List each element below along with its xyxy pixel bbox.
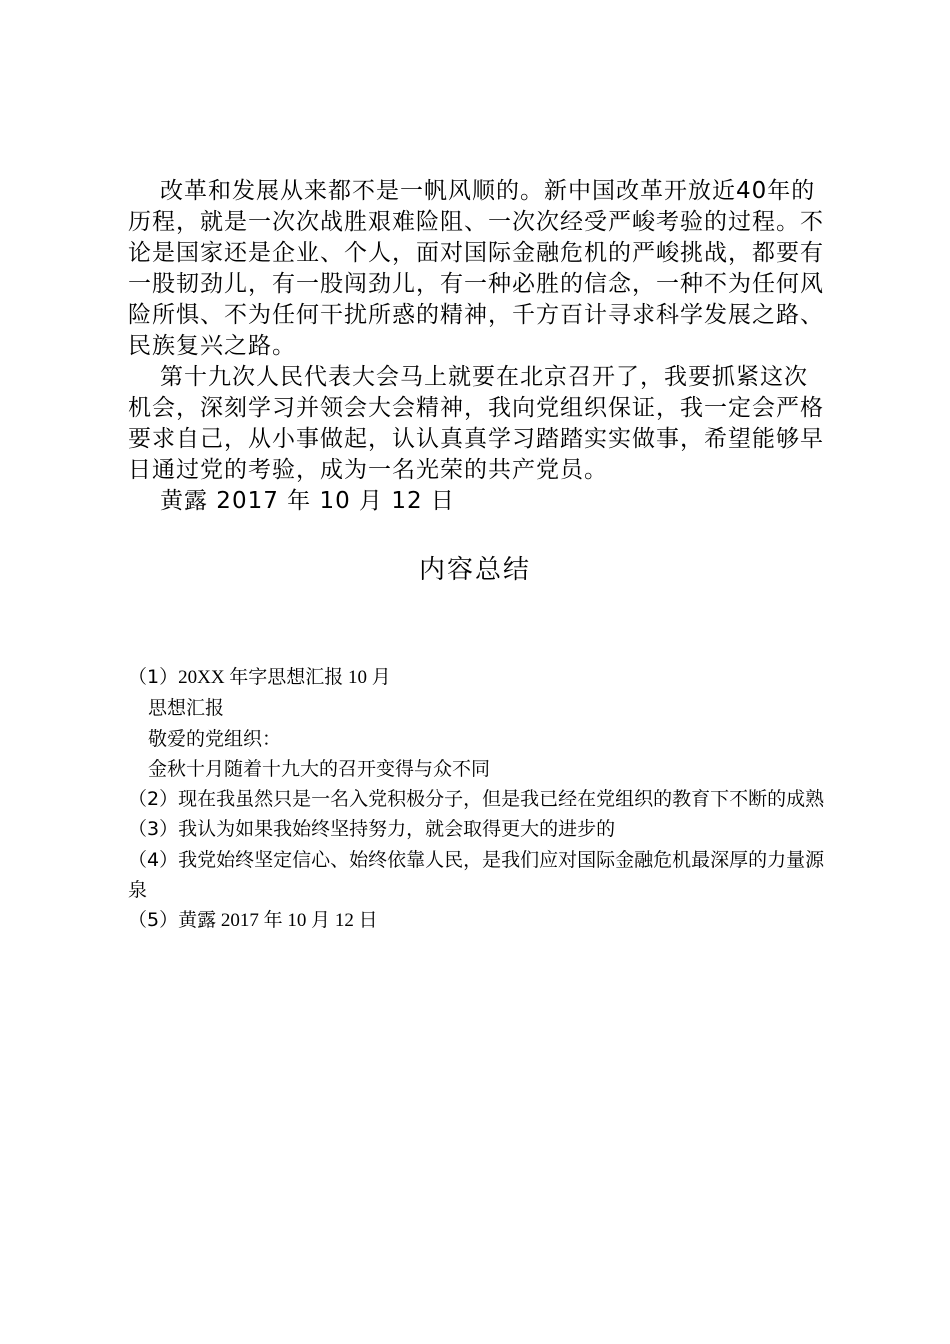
summary-item-3 — [128, 814, 828, 844]
item-number: （4） — [128, 848, 179, 871]
summary-item-1-line-3: 敬爱的党组织： — [148, 727, 282, 750]
summary-item-1-line-4: 金秋十月随着十九大的召开变得与众不同 — [148, 757, 491, 780]
summary-item-4 — [128, 845, 828, 906]
paragraph-reform: 改革和发展从来都不是一帆风顺的。新中国改革开放近40年的历程，就是一次次战胜艰难险阻、一次次经受严峻考验的过程。不论是国家还是企业、个人，面对国际金融危机的严峻挑战，都要有一股韧劲儿，有一股闯劲儿，有一种必胜的信念，一种不为任何风险所惧、不为任何干扰所惑的精神，千方百计寻求科学发展之路、民族复兴之路。 — [128, 178, 824, 359]
letter-body — [128, 176, 828, 517]
summary-title: 内容总结 — [418, 555, 531, 585]
item-text: 我党始终坚定信心、始终依靠人民，是我们应对国际金融危机最深厚的力量源泉 — [128, 848, 825, 902]
item-number: （3） — [128, 818, 179, 841]
item-text: 20XX 年字思想汇报 10 月 — [178, 667, 391, 688]
summary-list — [128, 662, 828, 937]
item-text: 黄露 2017 年 10 月 12 日 — [178, 910, 378, 932]
summary-item-1 — [128, 662, 828, 693]
item-number: （1） — [128, 666, 179, 688]
signature-date: 黄露 2017 年 10 月 12 日 — [160, 488, 455, 514]
item-text: 我认为如果我始终坚持努力，就会取得更大的进步的 — [178, 818, 616, 841]
paragraph-pledge: 第十九次人民代表大会马上就要在北京召开了，我要抓紧这次机会，深刻学习并领会大会精神，我向党组织保证，我一定会严格要求自己，从小事做起，认认真真学习踏踏实实做事，希望能够早日通过党的考验，成为一名光荣的共产党员。 — [128, 364, 824, 483]
item-number: （5） — [128, 909, 179, 932]
summary-item-5 — [128, 905, 828, 936]
summary-item-1-line-2: 思想汇报 — [148, 697, 225, 720]
item-text: 现在我虽然只是一名入党积极分子，但是我已经在党组织的教育下不断的成熟 — [178, 788, 825, 811]
summary-item-2 — [128, 784, 828, 814]
item-number: （2） — [128, 788, 179, 811]
